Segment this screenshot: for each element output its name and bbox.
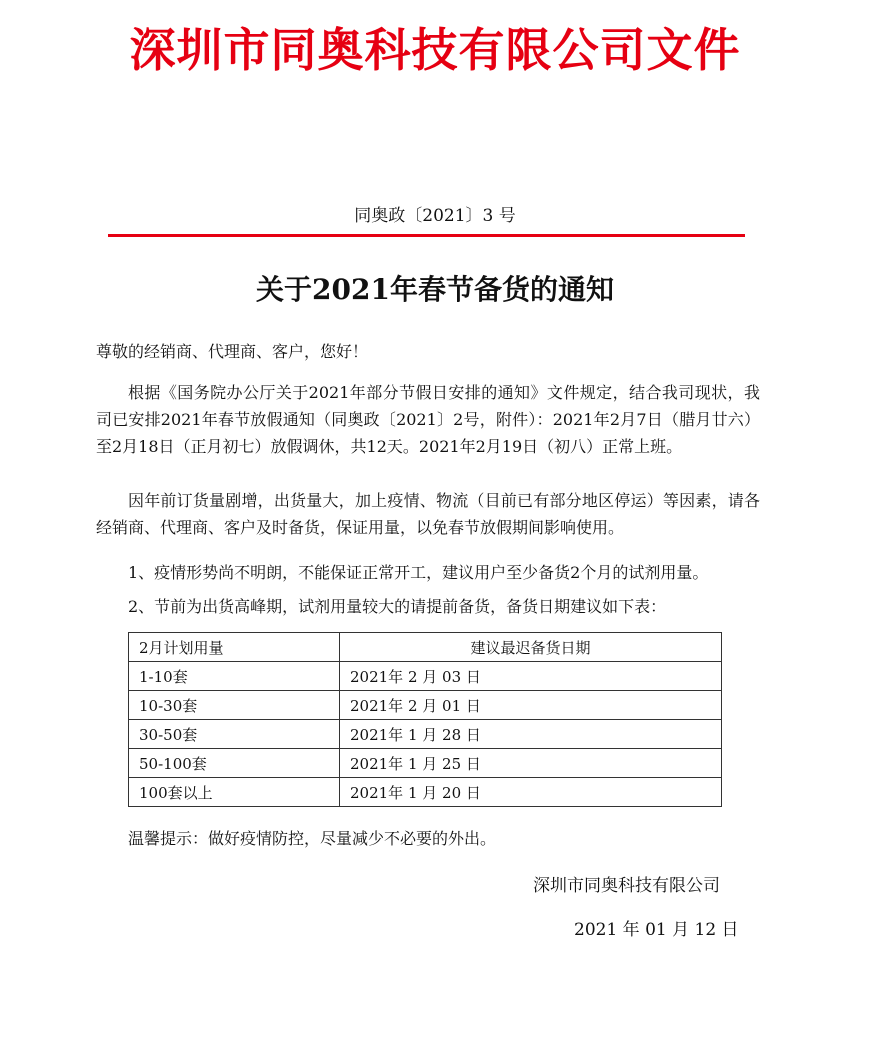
table-header-row [129,633,722,662]
header-latest-date: 建议最迟备货日期 [340,633,722,662]
table-row [129,749,722,778]
signature-company: 深圳市同奥科技有限公司 [533,876,720,896]
header-divider [108,234,745,237]
greeting: 尊敬的经销商、代理商、客户，您好！ [96,342,369,361]
list-item-2: 2、节前为出货高峰期，试剂用量较大的请提前备货，备货日期建议如下表： [128,597,667,616]
notice-title: 关于2021年春节备货的通知 [256,273,614,306]
cell-usage: 10-30套 [129,691,340,720]
cell-date: 2021年 1 月 25 日 [340,749,722,778]
cell-date: 2021年 2 月 01 日 [340,691,722,720]
list-item-1: 1、疫情形势尚不明朗，不能保证正常开工，建议用户至少备货2个月的试剂用量。 [128,563,709,582]
document-number: 同奥政〔2021〕3 号 [354,206,516,226]
cell-usage: 50-100套 [129,749,340,778]
table-row [129,778,722,807]
paragraph-holiday-schedule: 根据《国务院办公厅关于2021年部分节假日安排的通知》文件规定，结合我司现状，我司已安排2021年春节放假通知（同奥政〔2021〕2号，附件）：2021年2月7日（腊月廿六）至2月18日（正月初七）放假调休，共12天。2021年2月19日（初八）正常上班。 [96,383,760,456]
stock-schedule-table [128,632,722,807]
cell-date: 2021年 2 月 03 日 [340,662,722,691]
cell-date: 2021年 1 月 20 日 [340,778,722,807]
table-row [129,720,722,749]
signature-date: 2021 年 01 月 12 日 [574,920,739,940]
cell-usage: 30-50套 [129,720,340,749]
cell-usage: 1-10套 [129,662,340,691]
header-planned-usage: 2月计划用量 [129,633,340,662]
warm-reminder: 温馨提示：做好疫情防控，尽量减少不必要的外出。 [128,829,497,848]
document-header-title: 深圳市同奥科技有限公司文件 [129,23,741,77]
table-row [129,662,722,691]
table-row [129,691,722,720]
paragraph-stock-advice: 因年前订货量剧增，出货量大，加上疫情、物流（目前已有部分地区停运）等因素，请各经销商、代理商、客户及时备货，保证用量，以免春节放假期间影响使用。 [96,491,760,537]
cell-usage: 100套以上 [129,778,340,807]
cell-date: 2021年 1 月 28 日 [340,720,722,749]
